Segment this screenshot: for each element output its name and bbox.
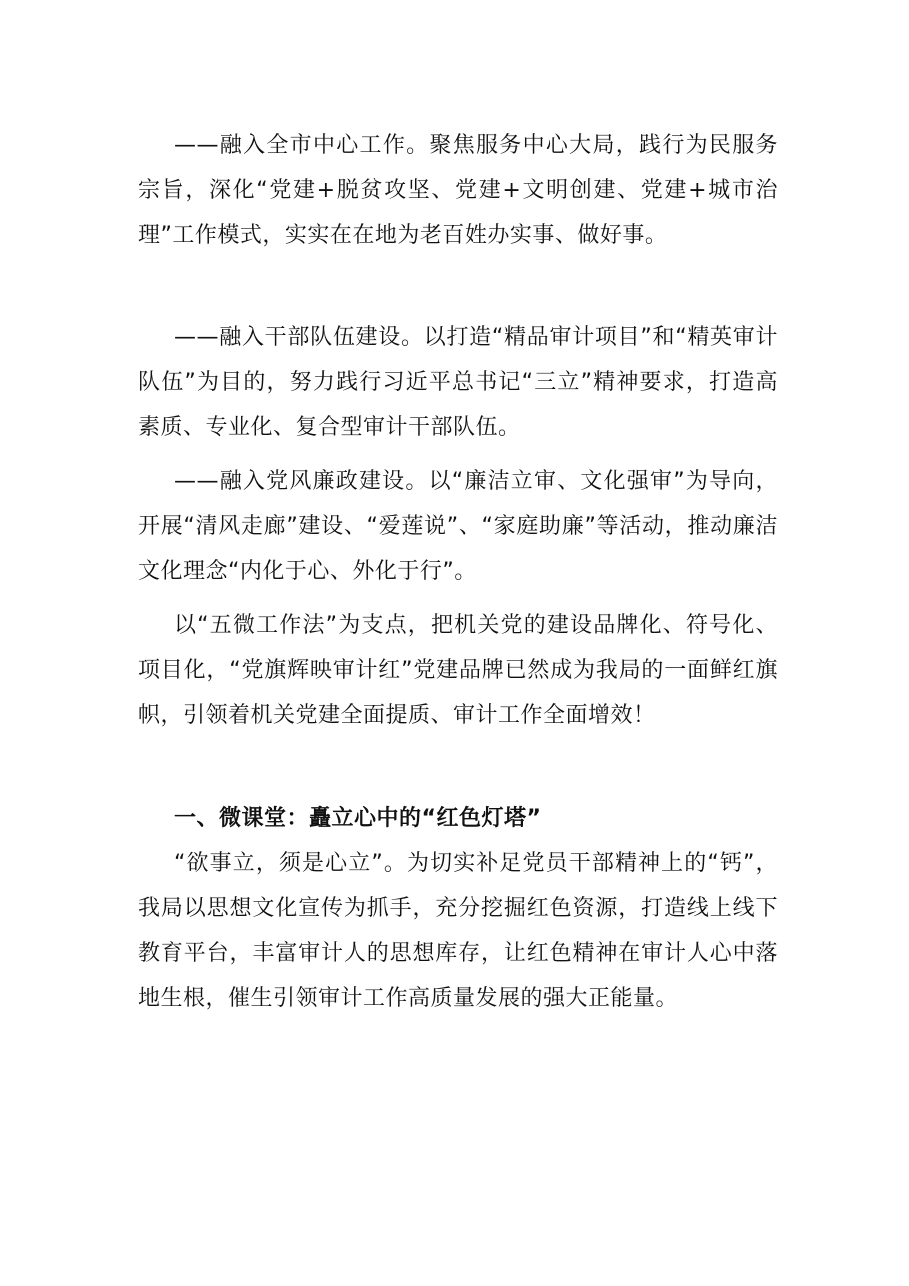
- paragraph-integrate-cadre-team: ——融入干部队伍建设。以打造“精品审计项目”和“精英审计队伍”为目的，努力践行习近平总书记“三立”精神要求，打造高素质、专业化、复合型审计干部队伍。: [138, 325, 778, 440]
- paragraph-micro-classroom-body: “欲事立，须是心立”。为切实补足党员干部精神上的“钙”，我局以思想文化宣传为抓手，充分挖掘红色资源，打造线上线下教育平台，丰富审计人的思想库存，让红色精神在审计人心中落地生根，催生引领审计工作高质量发展的强大正能量。: [138, 851, 778, 1011]
- section-heading-micro-classroom: 一、微课堂：矗立心中的“红色灯塔”: [174, 806, 542, 831]
- paragraph-five-micro-method: 以“五微工作法”为支点，把机关党的建设品牌化、符号化、项目化，“党旗辉映审计红”党建品牌已然成为我局的一面鲜红旗帜，引领着机关党建全面提质、审计工作全面增效！: [138, 613, 778, 728]
- paragraph-integrate-clean-governance: ——融入党风廉政建设。以“廉洁立审、文化强审”为导向，开展“清风走廊”建设、“爱莲说”、“家庭助廉”等活动，推动廉洁文化理念“内化于心、外化于行”。: [138, 469, 778, 584]
- paragraph-integrate-city-work: ——融入全市中心工作。聚焦服务中心大局，践行为民服务宗旨，深化“党建+脱贫攻坚、党建+文明创建、党建+城市治理”工作模式，实实在在地为老百姓办实事、做好事。: [138, 133, 778, 248]
